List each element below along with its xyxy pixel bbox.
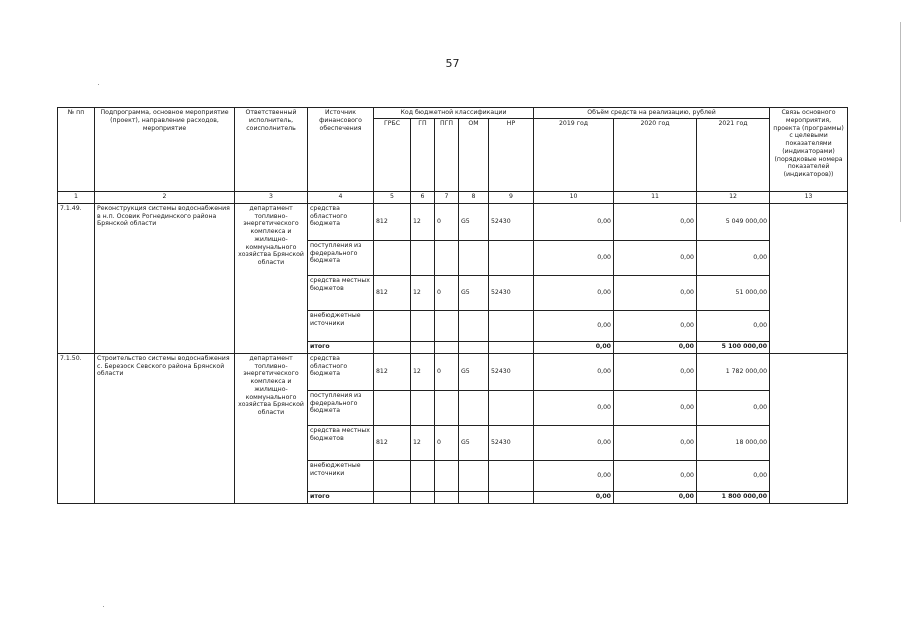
table-row — [58, 203, 848, 240]
pgp-cell: 0 — [435, 425, 459, 460]
amount-2020: 0,00 — [614, 275, 697, 310]
om-cell — [459, 240, 489, 275]
total-2020: 0,00 — [614, 491, 697, 503]
amount-2021: 0,00 — [697, 390, 770, 425]
grbs-cell: 812 — [374, 203, 411, 240]
amount-2021: 5 049 000,00 — [697, 203, 770, 240]
header-source: Источник финансового обеспечения — [308, 108, 374, 192]
amount-2020: 0,00 — [614, 240, 697, 275]
column-number: 5 — [374, 191, 411, 203]
grbs-cell — [374, 460, 411, 491]
amount-2021: 1 782 000,00 — [697, 353, 770, 390]
gp-cell — [411, 491, 435, 503]
amount-2019: 0,00 — [534, 390, 614, 425]
total-2019: 0,00 — [534, 491, 614, 503]
amount-2020: 0,00 — [614, 310, 697, 341]
column-number: 6 — [411, 191, 435, 203]
total-2019: 0,00 — [534, 341, 614, 353]
page-number: 57 — [445, 57, 460, 70]
gp-cell: 12 — [411, 203, 435, 240]
column-number: 13 — [770, 191, 848, 203]
pgp-cell — [435, 491, 459, 503]
amount-2020: 0,00 — [614, 203, 697, 240]
column-number: 2 — [95, 191, 235, 203]
column-number: 12 — [697, 191, 770, 203]
item-7-1-49 — [58, 203, 848, 353]
pgp-cell — [435, 460, 459, 491]
total-label: итого — [308, 341, 374, 353]
column-number: 8 — [459, 191, 489, 203]
total-2021: 5 100 000,00 — [697, 341, 770, 353]
om-cell — [459, 310, 489, 341]
pgp-cell — [435, 390, 459, 425]
om-cell: G5 — [459, 203, 489, 240]
grbs-cell: 812 — [374, 353, 411, 390]
grbs-cell — [374, 390, 411, 425]
amount-2020: 0,00 — [614, 390, 697, 425]
header-program: Подпрограмма, основное мероприятие (проект), направление расходов, мероприятие — [95, 108, 235, 192]
column-number: 4 — [308, 191, 374, 203]
om-cell — [459, 491, 489, 503]
grbs-cell: 812 — [374, 425, 411, 460]
grbs-cell — [374, 240, 411, 275]
nr-cell — [489, 240, 534, 275]
gp-cell — [411, 240, 435, 275]
total-label: итого — [308, 491, 374, 503]
nr-cell: 52430 — [489, 353, 534, 390]
table-header — [58, 108, 848, 204]
header-volume: Объём средств на реализацию, рублей — [534, 108, 770, 119]
item-executor: департамент топливно-энергетического комплекса и жилищно-коммунального хозяйства Брянской области — [235, 203, 308, 353]
amount-2019: 0,00 — [534, 425, 614, 460]
amount-2019: 0,00 — [534, 460, 614, 491]
grbs-cell: 812 — [374, 275, 411, 310]
om-cell: G5 — [459, 353, 489, 390]
pgp-cell: 0 — [435, 353, 459, 390]
nr-cell — [489, 390, 534, 425]
nr-cell: 52430 — [489, 203, 534, 240]
om-cell — [459, 341, 489, 353]
amount-2019: 0,00 — [534, 310, 614, 341]
table-row — [58, 353, 848, 390]
header-grbs: ГРБС — [374, 118, 411, 191]
scan-speck — [103, 606, 104, 607]
header-row-1 — [58, 108, 848, 119]
pgp-cell — [435, 240, 459, 275]
source-label: внебюджетные источники — [308, 310, 374, 341]
column-number: 7 — [435, 191, 459, 203]
header-num: № пп — [58, 108, 95, 192]
om-cell: G5 — [459, 275, 489, 310]
source-label: внебюджетные источники — [308, 460, 374, 491]
om-cell — [459, 390, 489, 425]
amount-2019: 0,00 — [534, 203, 614, 240]
pgp-cell: 0 — [435, 203, 459, 240]
item-7-1-50 — [58, 353, 848, 503]
header-executor: Ответственный исполнитель, соисполнитель — [235, 108, 308, 192]
column-number: 3 — [235, 191, 308, 203]
nr-cell — [489, 491, 534, 503]
grbs-cell — [374, 310, 411, 341]
column-number: 9 — [489, 191, 534, 203]
gp-cell: 12 — [411, 425, 435, 460]
header-2020: 2020 год — [614, 118, 697, 191]
column-number: 1 — [58, 191, 95, 203]
column-number-row — [58, 191, 848, 203]
amount-2021: 51 000,00 — [697, 275, 770, 310]
nr-cell: 52430 — [489, 275, 534, 310]
pgp-cell — [435, 310, 459, 341]
amount-2019: 0,00 — [534, 275, 614, 310]
header-om: ОМ — [459, 118, 489, 191]
nr-cell — [489, 341, 534, 353]
nr-cell — [489, 460, 534, 491]
item-number: 7.1.50. — [58, 353, 95, 503]
source-label: поступления из федерального бюджета — [308, 390, 374, 425]
item-executor: департамент топливно-энергетического комплекса и жилищно-коммунального хозяйства Брянской области — [235, 353, 308, 503]
source-label: поступления из федерального бюджета — [308, 240, 374, 275]
gp-cell — [411, 390, 435, 425]
header-2021: 2021 год — [697, 118, 770, 191]
nr-cell: 52430 — [489, 425, 534, 460]
pgp-cell: 0 — [435, 275, 459, 310]
amount-2020: 0,00 — [614, 460, 697, 491]
amount-2021: 18 000,00 — [697, 425, 770, 460]
amount-2019: 0,00 — [534, 240, 614, 275]
header-budget-code: Код бюджетной классификации — [374, 108, 534, 119]
gp-cell — [411, 310, 435, 341]
om-cell: G5 — [459, 425, 489, 460]
gp-cell — [411, 460, 435, 491]
source-label: средства областного бюджета — [308, 203, 374, 240]
item-number: 7.1.49. — [58, 203, 95, 353]
item-name: Реконструкция системы водоснабжения в н.п. Осовик Рогнединского района Брянской области — [95, 203, 235, 353]
amount-2020: 0,00 — [614, 425, 697, 460]
source-label: средства местных бюджетов — [308, 425, 374, 460]
amount-2020: 0,00 — [614, 353, 697, 390]
pgp-cell — [435, 341, 459, 353]
grbs-cell — [374, 491, 411, 503]
total-2020: 0,00 — [614, 341, 697, 353]
amount-2021: 0,00 — [697, 310, 770, 341]
scan-speck — [98, 84, 99, 85]
indicator-link-cell — [770, 353, 848, 503]
gp-cell: 12 — [411, 353, 435, 390]
header-gp: ГП — [411, 118, 435, 191]
budget-table — [57, 107, 848, 504]
gp-cell — [411, 341, 435, 353]
header-2019: 2019 год — [534, 118, 614, 191]
om-cell — [459, 460, 489, 491]
total-2021: 1 800 000,00 — [697, 491, 770, 503]
gp-cell: 12 — [411, 275, 435, 310]
item-name: Строительство системы водоснабжения с. Березоск Севского района Брянской области — [95, 353, 235, 503]
header-pgp: ПГП — [435, 118, 459, 191]
amount-2021: 0,00 — [697, 460, 770, 491]
header-nr: НР — [489, 118, 534, 191]
source-label: средства местных бюджетов — [308, 275, 374, 310]
nr-cell — [489, 310, 534, 341]
column-number: 11 — [614, 191, 697, 203]
source-label: средства областного бюджета — [308, 353, 374, 390]
header-link: Связь основного мероприятия, проекта (программы) с целевыми показателями (индикаторами) (порядковые номера показателей (индикаторов)) — [770, 108, 848, 192]
amount-2021: 0,00 — [697, 240, 770, 275]
amount-2019: 0,00 — [534, 353, 614, 390]
scan-edge-line — [900, 22, 901, 222]
column-number: 10 — [534, 191, 614, 203]
grbs-cell — [374, 341, 411, 353]
indicator-link-cell — [770, 203, 848, 353]
